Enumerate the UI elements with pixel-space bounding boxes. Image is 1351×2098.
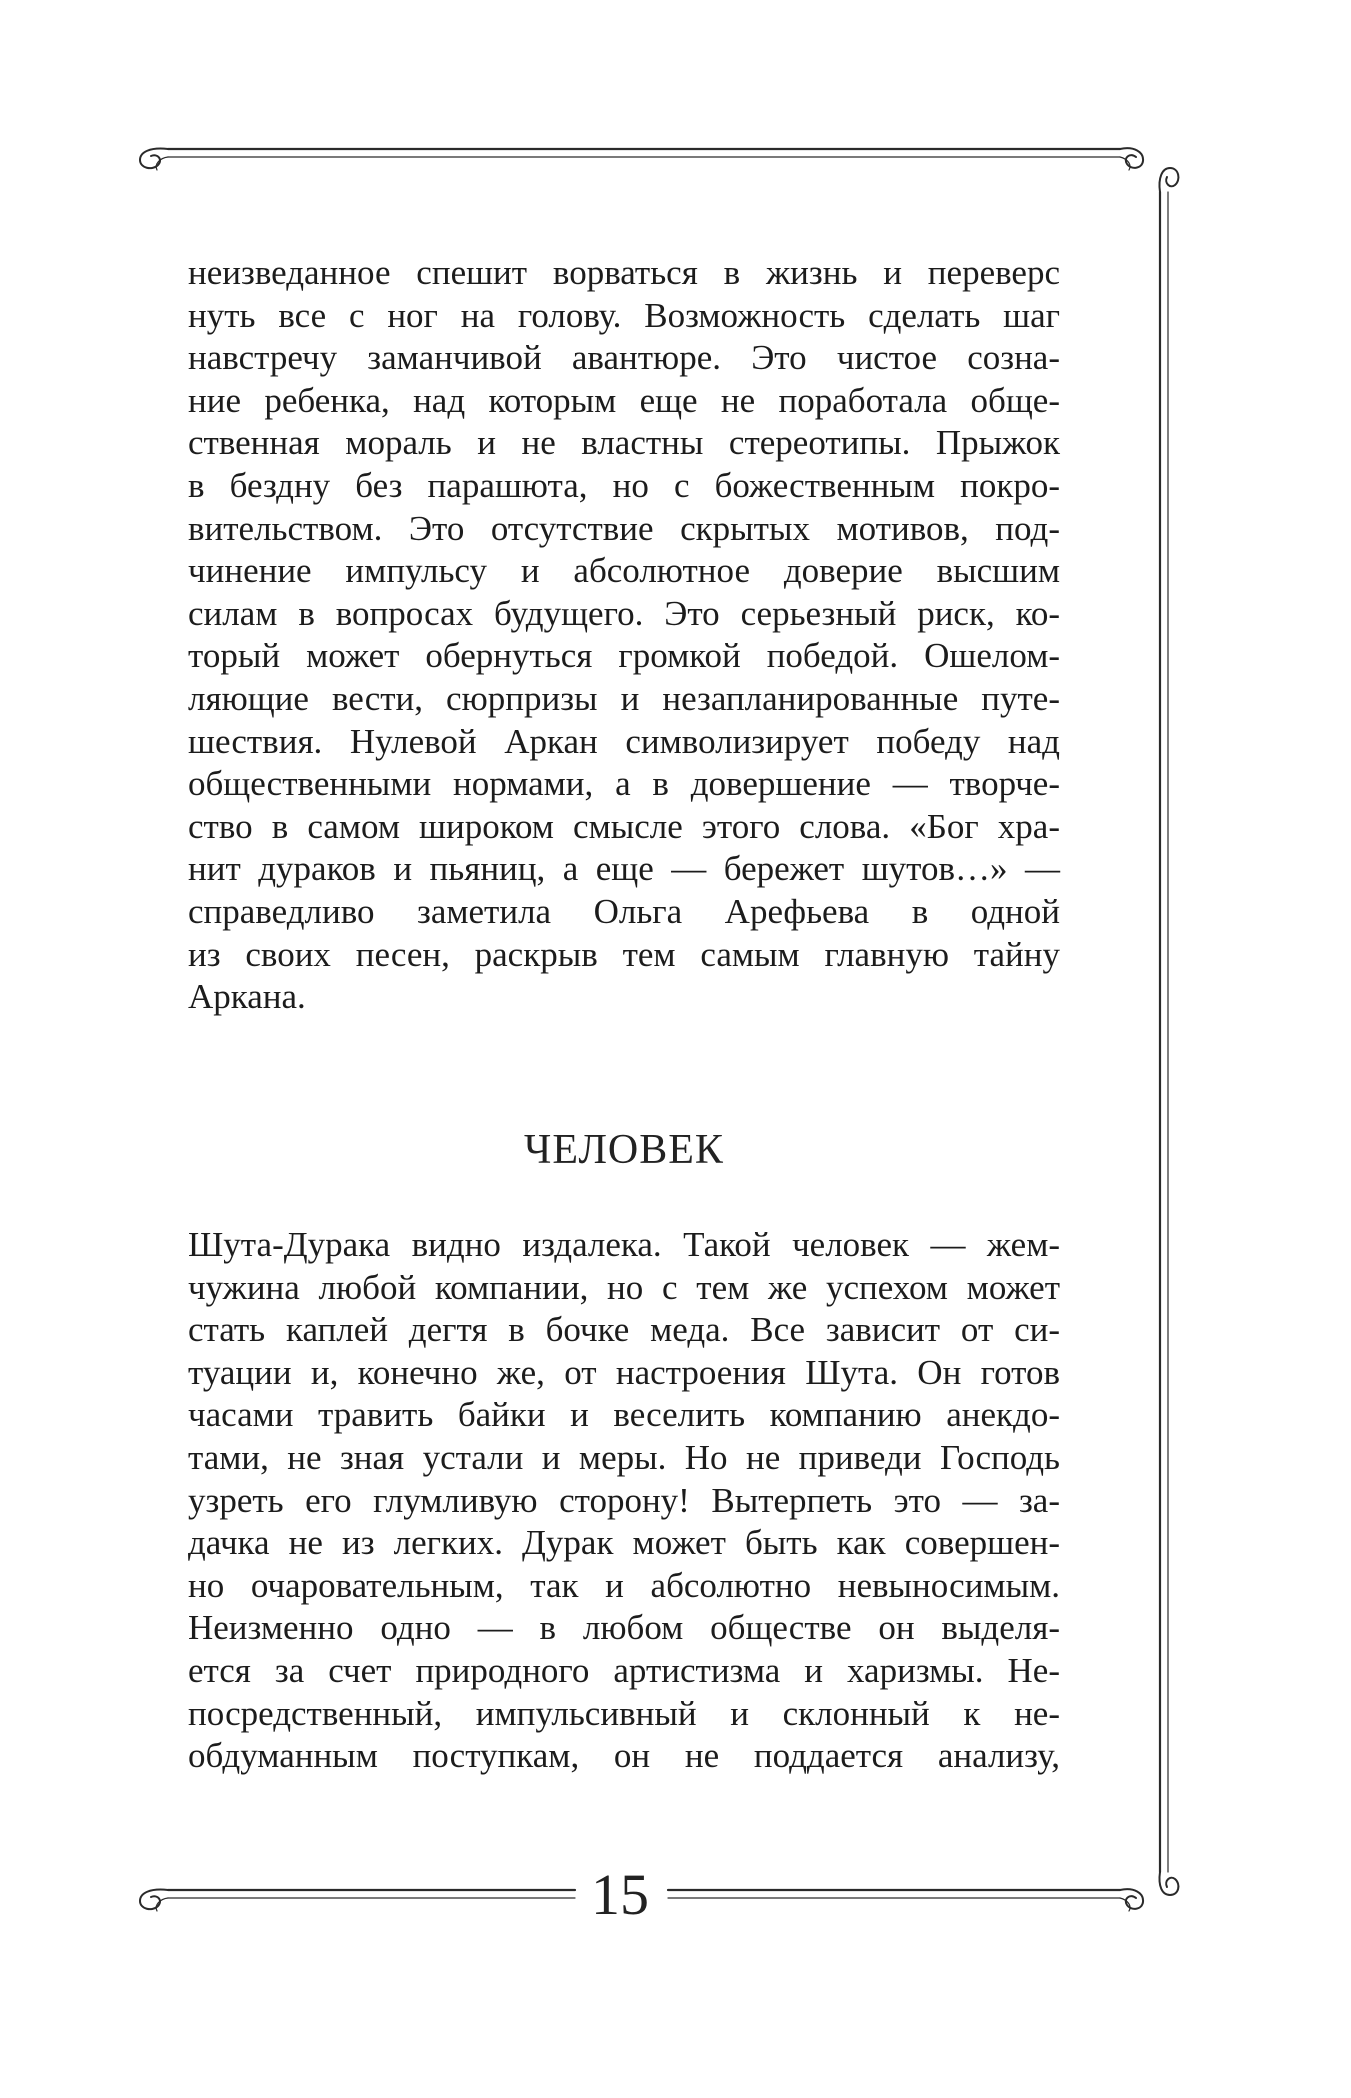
text-line: чинение импульсу и абсолютное доверие высшим bbox=[188, 551, 1060, 591]
text-line: часами травить байки и веселить компанию анекдо- bbox=[188, 1395, 1060, 1435]
page-number: 15 bbox=[591, 1862, 649, 1927]
text-line: навстречу заманчивой авантюре. Это чистое созна- bbox=[188, 338, 1060, 378]
text-line: тами, не зная устали и меры. Но не приведи Господь bbox=[188, 1437, 1060, 1477]
text-line: нит дураков и пьяниц, а еще — бережет шутов…» — bbox=[188, 849, 1060, 889]
text-line: но очаровательным, так и абсолютно невыносимым. bbox=[188, 1565, 1060, 1605]
text-line: туации и, конечно же, от настроения Шута. Он готов bbox=[188, 1352, 1060, 1392]
text-line: справедливо заметила Ольга Арефьева в одной bbox=[188, 891, 1060, 931]
body-paragraph-2 bbox=[188, 1224, 1060, 1778]
text-line: силам в вопросах будущего. Это серьезный риск, ко- bbox=[188, 593, 1060, 633]
section-heading: ЧЕЛОВЕК bbox=[524, 1127, 724, 1173]
text-line: ственная мораль и не властны стереотипы. Прыжок bbox=[188, 423, 1060, 463]
text-line: Аркана. bbox=[188, 977, 306, 1017]
text-line: неизведанное спешит ворваться в жизнь и переверс bbox=[188, 253, 1060, 292]
text-line: ется за счет природного артистизма и харизмы. Не- bbox=[188, 1650, 1060, 1690]
text-line: в бездну без парашюта, но с божественным покро- bbox=[188, 465, 1060, 505]
text-line: из своих песен, раскрыв тем самым главную тайну bbox=[188, 934, 1060, 974]
text-line: Неизменно одно — в любом обществе он выделя- bbox=[188, 1608, 1060, 1648]
text-line: общественными нормами, а в довершение — творче- bbox=[188, 764, 1060, 804]
text-line: шествия. Нулевой Аркан символизирует победу над bbox=[188, 721, 1060, 761]
text-line: чужина любой компании, но с тем же успехом может bbox=[188, 1267, 1060, 1307]
text-line: Шута-Дурака видно издалека. Такой человек — жем- bbox=[188, 1225, 1060, 1264]
text-line: посредственный, импульсивный и склонный к не- bbox=[188, 1693, 1060, 1733]
text-line: ство в самом широком смысле этого слова. «Бог хра- bbox=[188, 806, 1060, 846]
body-paragraph-1 bbox=[188, 252, 1060, 1019]
text-line: нуть все с ног на голову. Возможность сделать шаг bbox=[188, 295, 1060, 335]
text-line: вительством. Это отсутствие скрытых мотивов, под- bbox=[188, 508, 1060, 548]
text-line: дачка не из легких. Дурак может быть как совершен- bbox=[188, 1523, 1060, 1563]
text-line: ние ребенка, над которым еще не поработала обще- bbox=[188, 380, 1060, 420]
text-line: торый может обернуться громкой победой. Ошелом- bbox=[188, 636, 1060, 676]
text-line: стать каплей дегтя в бочке меда. Все зависит от си- bbox=[188, 1310, 1060, 1350]
text-line: обдуманным поступкам, он не поддается анализу, bbox=[188, 1736, 1060, 1776]
text-line: узреть его глумливую сторону! Вытерпеть это — за- bbox=[188, 1480, 1060, 1520]
text-line: ляющие вести, сюрпризы и незапланированные путе- bbox=[188, 678, 1060, 718]
